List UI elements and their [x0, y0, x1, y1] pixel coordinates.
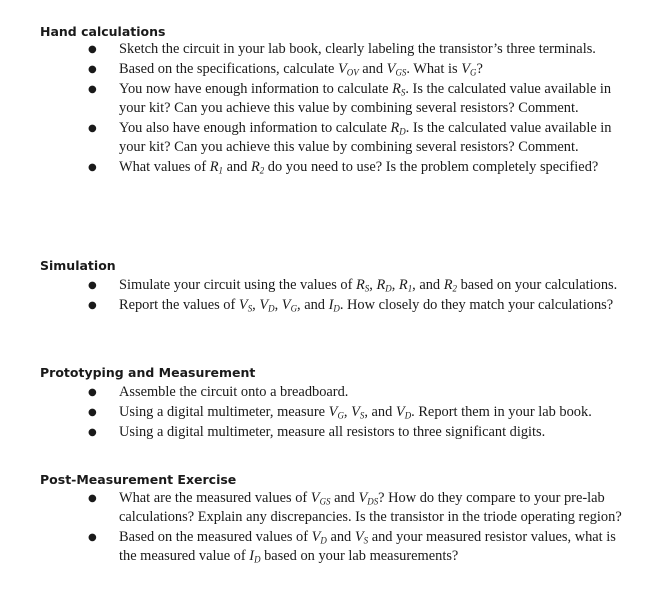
math-symbol: V: [281, 297, 291, 313]
math-symbol: R: [390, 120, 400, 136]
math-symbol: V: [358, 490, 368, 506]
math-subscript: OV: [346, 67, 359, 78]
math-subscript: DS: [367, 496, 379, 507]
item-text: What are the measured values of: [119, 490, 311, 506]
math-symbol: V: [328, 404, 338, 420]
math-subscript: S: [363, 535, 369, 546]
list-item: [84, 80, 624, 118]
math-symbol: V: [337, 61, 347, 77]
item-text: Using a digital multimeter, measure: [119, 404, 329, 420]
item-text: You also have enough information to calculate: [119, 120, 391, 136]
bullet-icon: ●: [88, 532, 97, 543]
item-text: ,: [369, 277, 377, 293]
bullet-icon: ●: [88, 280, 97, 291]
bullet-icon: ●: [88, 123, 97, 134]
math-subscript: D: [399, 126, 406, 137]
item-text: ,: [391, 277, 399, 293]
math-subscript: S: [359, 410, 365, 421]
item-text: Based on the measured values of: [119, 529, 312, 545]
math-subscript: D: [333, 303, 340, 314]
section-heading-simulation: Simulation: [40, 258, 116, 273]
math-symbol: R: [250, 159, 260, 175]
bullet-icon: ●: [88, 64, 97, 75]
bullet-icon: ●: [88, 387, 97, 398]
section-heading-hand-calculations: Hand calculations: [40, 24, 166, 39]
item-text: . Is the calculated value available in your kit? Can you achieve this value by combining several resistors? Comment.: [119, 81, 612, 116]
math-symbol: V: [310, 490, 320, 506]
bullet-list-simulation: [84, 276, 624, 316]
item-text: Report the values of: [119, 297, 239, 313]
list-item: [84, 60, 624, 79]
item-text: What values of: [119, 159, 210, 175]
math-subscript: 2: [259, 165, 265, 176]
item-text: Sketch the circuit in your lab book, clearly labeling the transistor’s three terminals.: [119, 41, 596, 57]
list-item: [84, 489, 624, 527]
bullet-icon: ●: [88, 493, 97, 504]
math-symbol: R: [209, 159, 219, 175]
item-text: and your measured resistor values, what is the measured value of: [119, 529, 616, 564]
item-text: ?: [476, 61, 483, 77]
list-item: [84, 383, 624, 402]
item-text: . Is the calculated value available in your kit? Can you achieve this value by combining several resistors? Comment.: [119, 120, 612, 155]
list-item: [84, 40, 624, 59]
math-symbol: R: [376, 277, 386, 293]
item-text: and: [330, 490, 359, 506]
item-text: ,: [252, 297, 260, 313]
item-text: ,: [343, 404, 352, 420]
math-symbol: V: [386, 61, 396, 77]
math-subscript: G: [290, 303, 298, 314]
math-symbol: I: [328, 297, 334, 313]
math-symbol: R: [392, 81, 401, 97]
math-subscript: S: [364, 283, 370, 294]
math-subscript: D: [385, 283, 392, 294]
bullet-list-prototyping: [84, 383, 624, 443]
item-text: and: [358, 61, 387, 77]
math-symbol: I: [249, 548, 255, 564]
bullet-list-post-measurement: [84, 489, 624, 567]
math-subscript: GS: [319, 496, 331, 507]
math-subscript: G: [337, 410, 344, 421]
item-text: . What is: [406, 61, 462, 77]
item-text: . How closely do they match your calculations?: [339, 297, 614, 313]
item-text: ,: [274, 297, 282, 313]
list-item: [84, 296, 624, 315]
math-symbol: R: [443, 277, 453, 293]
list-item: [84, 158, 624, 177]
math-subscript: 1: [218, 165, 223, 176]
math-symbol: V: [238, 297, 248, 313]
list-item: [84, 403, 624, 422]
list-item: [84, 119, 624, 157]
item-text: ? How do they compare to your pre-lab calculations? Explain any discrepancies. Is the transistor in the triode operating region?: [119, 490, 622, 525]
item-text: and: [222, 159, 251, 175]
math-symbol: V: [311, 529, 321, 545]
item-text: do you need to use? Is the problem completely specified?: [264, 159, 599, 175]
item-text: You now have enough information to calculate: [119, 81, 393, 97]
math-subscript: 1: [407, 283, 413, 294]
math-subscript: D: [404, 410, 412, 421]
math-subscript: S: [400, 87, 406, 98]
list-item: [84, 528, 624, 566]
item-text: , and: [297, 297, 329, 313]
item-text: Based on the specifications, calculate: [119, 61, 338, 77]
math-symbol: R: [356, 277, 365, 293]
math-symbol: V: [461, 61, 471, 77]
item-text: , and: [364, 404, 396, 420]
math-subscript: D: [320, 535, 327, 546]
math-subscript: 2: [452, 283, 457, 294]
section-heading-prototyping: Prototyping and Measurement: [40, 365, 256, 380]
math-symbol: V: [351, 404, 360, 420]
item-text: Assemble the circuit onto a breadboard.: [119, 384, 349, 400]
item-text: based on your calculations.: [456, 277, 618, 293]
math-subscript: G: [470, 67, 477, 78]
bullet-icon: ●: [88, 44, 97, 55]
math-subscript: D: [268, 303, 275, 314]
math-symbol: V: [395, 404, 405, 420]
math-subscript: GS: [395, 67, 407, 78]
bullet-icon: ●: [88, 84, 97, 95]
math-symbol: V: [259, 297, 269, 313]
item-text: Simulate your circuit using the values of: [119, 277, 356, 293]
math-symbol: V: [354, 529, 364, 545]
math-subscript: D: [254, 554, 261, 565]
bullet-icon: ●: [88, 407, 97, 418]
section-heading-post-measurement: Post-Measurement Exercise: [40, 472, 237, 487]
item-text: based on your lab measurements?: [260, 548, 459, 564]
bullet-list-hand-calculations: [84, 40, 624, 178]
list-item: [84, 276, 624, 295]
bullet-icon: ●: [88, 427, 97, 438]
list-item: [84, 423, 624, 442]
item-text: and: [326, 529, 355, 545]
math-subscript: S: [247, 303, 253, 314]
item-text: . Report them in your lab book.: [411, 404, 592, 420]
item-text: Using a digital multimeter, measure all resistors to three significant digits.: [119, 424, 546, 440]
math-symbol: R: [398, 277, 408, 293]
bullet-icon: ●: [88, 162, 97, 173]
bullet-icon: ●: [88, 300, 97, 311]
item-text: , and: [412, 277, 444, 293]
